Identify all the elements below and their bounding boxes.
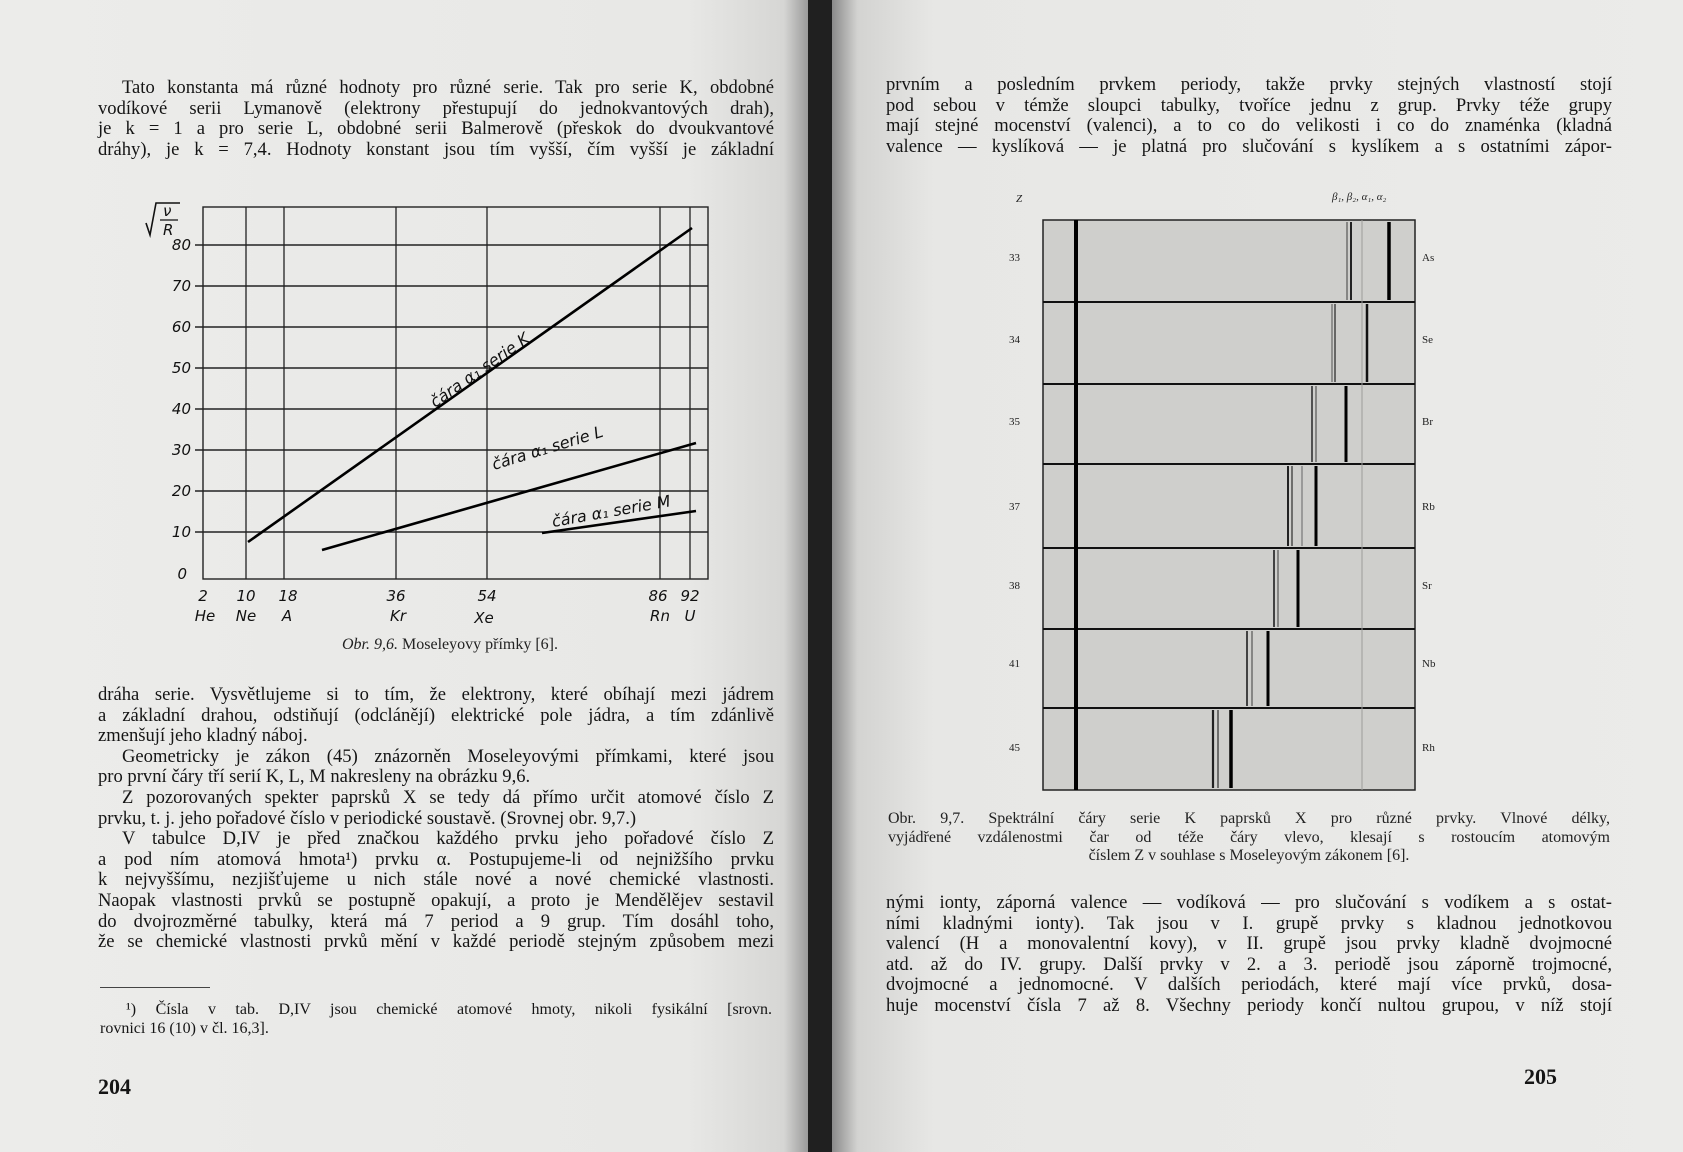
x-tick-element: Ne xyxy=(235,607,257,625)
text-line: vodíkové serii Lymanově (elektrony přestupují do jednokvantových drah), xyxy=(98,97,774,119)
z-label: 38 xyxy=(1009,580,1020,592)
left-paragraph-bottom xyxy=(98,685,774,953)
footnote-line: ¹) Čísla v tab. D,IV jsou chemické atomové hmoty, nikoli fysikální [srovn. xyxy=(126,1001,772,1018)
figure-97-caption xyxy=(888,810,1610,866)
element-label: Nb xyxy=(1422,658,1436,670)
z-label: 35 xyxy=(1009,416,1020,428)
text-line: a pod ním atomová hmota¹) prvku α. Postupujeme-li od nejnižšího prvku xyxy=(98,848,774,870)
lines-header: β₁, β₂, α₁, α₂ xyxy=(1332,191,1387,203)
x-tick: 54 xyxy=(477,587,497,605)
text-line: prvním a posledním prvkem periody, takže prvky stejných vlastností stojí xyxy=(886,74,1612,95)
page-number-left: 204 xyxy=(98,1074,131,1099)
text-line: zmenšují jeho kladný náboj. xyxy=(98,725,308,747)
y-tick: 30 xyxy=(171,441,191,459)
text-line: dvojmocné a jednomocné. V dalších periodách, které mají více prvků, dosa- xyxy=(886,974,1612,996)
z-label: 33 xyxy=(1009,252,1020,264)
text-line: k nejvyššímu, nezjišťujeme u nich stále nové a nové chemické vlastnosti. xyxy=(98,869,774,891)
x-tick-element: He xyxy=(194,607,216,625)
text-line: ními kladnými ionty). Tak jsou v I. grupě prvky s kladnou jednotkovou xyxy=(886,912,1612,934)
text-line: Naopak vlastnosti prvků se postupně opakují, a proto je Mendělějev sestavil xyxy=(98,889,774,911)
element-label: Br xyxy=(1422,416,1433,428)
y-axis-label xyxy=(146,202,180,239)
z-label: 45 xyxy=(1009,742,1020,754)
caption-text: Moseleyovy přímky [6]. xyxy=(402,636,558,653)
x-tick-element: Xe xyxy=(474,609,494,627)
element-label: As xyxy=(1422,252,1435,264)
y-tick: 0 xyxy=(177,565,187,583)
label-series-l: čára α₁ serie L xyxy=(489,421,606,474)
element-label: Sr xyxy=(1422,580,1432,592)
svg-text:ν: ν xyxy=(163,202,172,220)
right-page xyxy=(832,0,1683,1152)
book-gutter xyxy=(808,0,832,1152)
text-line: dráhy), je k = 7,4. Hodnoty konstant jsou tím vyšší, čím vyšší je základní xyxy=(98,138,774,160)
spectral-lines-figure xyxy=(832,185,1683,805)
right-paragraph-bottom xyxy=(886,893,1612,1017)
x-tick: 92 xyxy=(680,587,700,605)
z-label: 41 xyxy=(1009,658,1020,670)
element-label: Rh xyxy=(1422,742,1435,754)
footnote-divider xyxy=(100,987,210,988)
y-tick: 40 xyxy=(171,400,191,418)
left-page xyxy=(0,0,808,1152)
text-line: pro první čáry tří serií K, L, M nakresleny na obrázku 9,6. xyxy=(98,766,531,788)
caption-line: číslem Z v souhlase s Moseleyovým zákonem [6]. xyxy=(1088,847,1410,864)
caption-line: vyjádřené vzdálenostmi čar od téže čáry vlevo, klesají s rostoucím atomovým xyxy=(888,828,1610,846)
x-tick: 18 xyxy=(278,587,298,605)
x-tick: 10 xyxy=(236,587,256,605)
z-label: 37 xyxy=(1009,501,1020,513)
x-tick: 86 xyxy=(648,587,668,605)
y-tick: 20 xyxy=(171,482,191,500)
text-line: je k = 1 a pro serie L, obdobné serii Balmerově (přeskok do dvoukvantové xyxy=(98,118,774,140)
caption-number: Obr. 9,6. xyxy=(342,636,399,653)
footnote-line: rovnici 16 (10) v čl. 16,3]. xyxy=(100,1020,269,1037)
text-line: Geometricky je zákon (45) znázorněn Moseleyovými přímkami, které jsou xyxy=(122,745,774,767)
spectral-plate xyxy=(1043,220,1415,790)
moseley-chart xyxy=(0,195,808,635)
x-tick-element: A xyxy=(281,607,293,625)
y-tick: 80 xyxy=(171,236,191,254)
z-label: 34 xyxy=(1009,334,1020,346)
label-series-k: čára α₁ serie K xyxy=(426,328,533,412)
text-line: valence — kyslíková — je platná pro slučování s kyslíkem a s ostatními zápor- xyxy=(886,135,1612,157)
text-line: huje mocenství čísla 7 až 8. Všechny periody končí nultou grupou, v níž stojí xyxy=(886,994,1612,1016)
text-line: prvku, t. j. jeho pořadové číslo v periodické soustavě. (Srovnej obr. 9,7.) xyxy=(98,807,637,829)
text-line: valencí (H a monovalentní kovy), v II. grupě jsou prvky kladně dvojmocné xyxy=(886,933,1612,955)
y-tick-labels xyxy=(172,236,191,583)
caption-line: Obr. 9,7. Spektrální čáry serie K paprsků X pro různé prvky. Vlnové délky, xyxy=(888,810,1610,827)
y-tick: 70 xyxy=(171,277,191,295)
text-line: Z pozorovaných spekter paprsků X se tedy dá přímo určit atomové číslo Z xyxy=(122,786,774,808)
page-number-right: 205 xyxy=(1524,1064,1557,1089)
text-line: mají stejné mocenství (valenci), a to co do velikosti i co do znaménka (kladná xyxy=(886,115,1612,137)
text-line: Tato konstanta má různé hodnoty pro různé serie. Tak pro serie K, obdobné xyxy=(122,77,774,98)
figure-96-caption xyxy=(280,636,620,655)
text-line: že se chemické vlastnosti prvků mění v každé periodě stejným způsobem mezi xyxy=(98,931,774,953)
element-labels xyxy=(1422,252,1436,754)
x-tick-element: Kr xyxy=(389,607,407,625)
y-tick: 50 xyxy=(171,359,191,377)
right-paragraph-top xyxy=(886,75,1612,157)
svg-text:R: R xyxy=(163,221,174,239)
x-tick-labels xyxy=(195,587,700,627)
element-label: Se xyxy=(1422,334,1433,346)
y-tick: 60 xyxy=(171,318,191,336)
label-series-m: čára α₁ serie M xyxy=(550,491,672,531)
x-tick: 36 xyxy=(386,587,406,605)
footnote xyxy=(100,1000,772,1038)
left-paragraph-top xyxy=(98,78,774,160)
text-line: V tabulce D,IV je před značkou každého prvku jeho pořadové číslo Z xyxy=(122,828,774,850)
y-tick: 10 xyxy=(171,523,191,541)
text-line: atd. až do IV. grupy. Další prvky v 2. a 3. periodě jsou záporně trojmocné, xyxy=(886,953,1612,975)
text-line: nými ionty, záporná valence — vodíková — pro slučování s vodíkem a s ostat- xyxy=(886,892,1612,913)
z-header: Z xyxy=(1016,193,1023,205)
text-line: dráha serie. Vysvětlujeme si to tím, že elektrony, které obíhají mezi jádrem xyxy=(98,684,774,705)
text-line: pod sebou v témže sloupci tabulky, tvoříce jednu z grup. Prvky téže grupy xyxy=(886,94,1612,116)
x-tick-element: U xyxy=(684,607,696,625)
text-line: do dvojrozměrné tabulky, která má 7 period a 9 grup. Tím dosáhl toho, xyxy=(98,910,774,932)
x-tick-element: Rn xyxy=(650,607,670,625)
x-tick: 2 xyxy=(198,587,208,605)
element-label: Rb xyxy=(1422,501,1435,513)
z-labels xyxy=(1009,252,1021,754)
text-line: a základní drahou, odstiňují (odclánějí) elektrické pole jádra, a tím zdánlivě xyxy=(98,704,774,726)
